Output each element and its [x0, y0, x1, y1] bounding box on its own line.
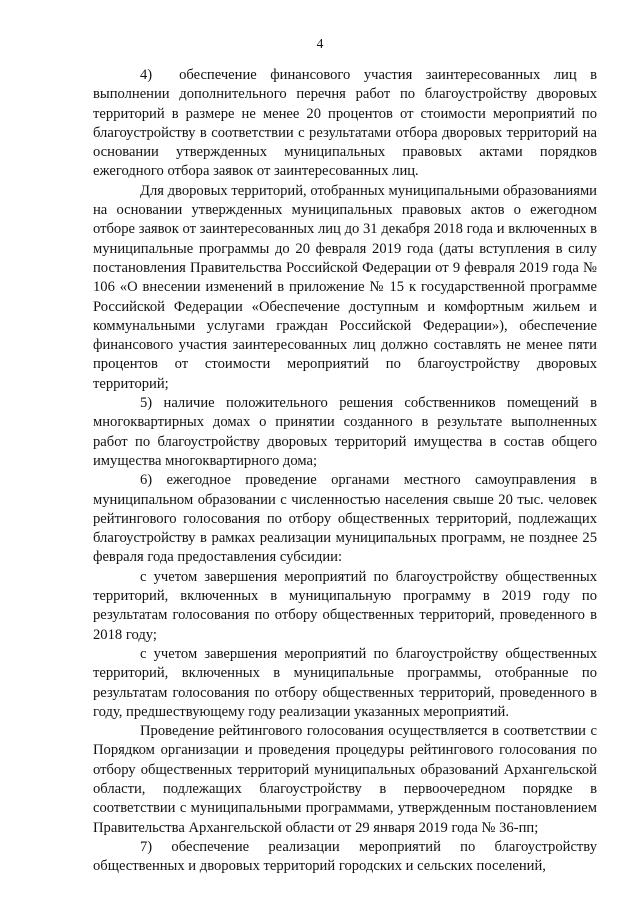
paragraph-item-5: 5) наличие положительного решения собственников помещений в многоквартирных домах о принятии созданного в результате выполненных работ по благоустройству дворовых территорий имущества в состав общего имущества многоквартирного дома; — [93, 395, 597, 469]
paragraph-item-6: 6) ежегодное проведение органами местного самоуправления в муниципальном образовании с численностью населения свыше 20 тыс. человек рейтингового голосования по отбору общественных территорий, подлежащих благоустройству в рамках реализации муниципальных программ, не позднее 25 февраля года предоставления субсидии: — [93, 472, 597, 566]
paragraph-item-7: 7) обеспечение реализации мероприятий по благоустройству общественных и дворовых территорий городских и сельских поселений, — [93, 838, 597, 875]
paragraph-item-4: 4) обеспечение финансового участия заинтересованных лиц в выполнении дополнительного перечня работ по благоустройству дворовых территорий в размере не менее 20 процентов от стоимости мероприятий по благоустройству в соответствии с результатами отбора дворовых территорий на основании утвержденных муниципальных правовых актами порядков ежегодного отбора заявок от заинтересованных лиц. — [93, 67, 597, 180]
paragraph-five-percent-note: Для дворовых территорий, отобранных муниципальными образованиями на основании утвержденных муниципальных правовых актов о ежегодном отборе заявок от заинтересованных лиц до 31 декабря 2018 года и включенных в муниципальные программы до 20 февраля 2019 года (даты вступления в силу постановления Правительства Российской Федерации от 9 февраля 2019 года № 106 «О внесении изменений в приложение № 15 к государственной программе Российской Федерации «Обеспечение доступным и комфортным жильем и коммунальными услугами граждан Российской Федерации»), обеспечение финансового участия заинтересованных лиц должно составлять не менее пяти процентов от стоимости мероприятий по благоустройству дворовых территорий; — [93, 182, 597, 392]
paragraph-voting-procedure: Проведение рейтингового голосования осуществляется в соответствии с Порядком организации и проведения процедуры рейтингового голосования по отбору общественных территорий муниципальных образований Архангельской области, подлежащих благоустройству в первоочередном порядке в соответствии с муниципальными программами, утвержденным постановлением Правительства Архангельской области от 29 января 2019 года № 36-пп; — [93, 723, 597, 836]
paragraph-subitem-previous-year: с учетом завершения мероприятий по благоустройству общественных территорий, включенных в муниципальные программы, отобранные по результатам голосования по отбору общественных территорий, проведенного в году, предшествующему году реализации указанных мероприятий. — [93, 645, 597, 720]
document-body — [93, 66, 597, 876]
page-number: 4 — [316, 36, 324, 51]
paragraph-subitem-2019: с учетом завершения мероприятий по благоустройству общественных территорий, включенных в муниципальную программу в 2019 году по результатам голосования по отбору общественных территорий, проведенного в 2018 году; — [93, 568, 597, 643]
